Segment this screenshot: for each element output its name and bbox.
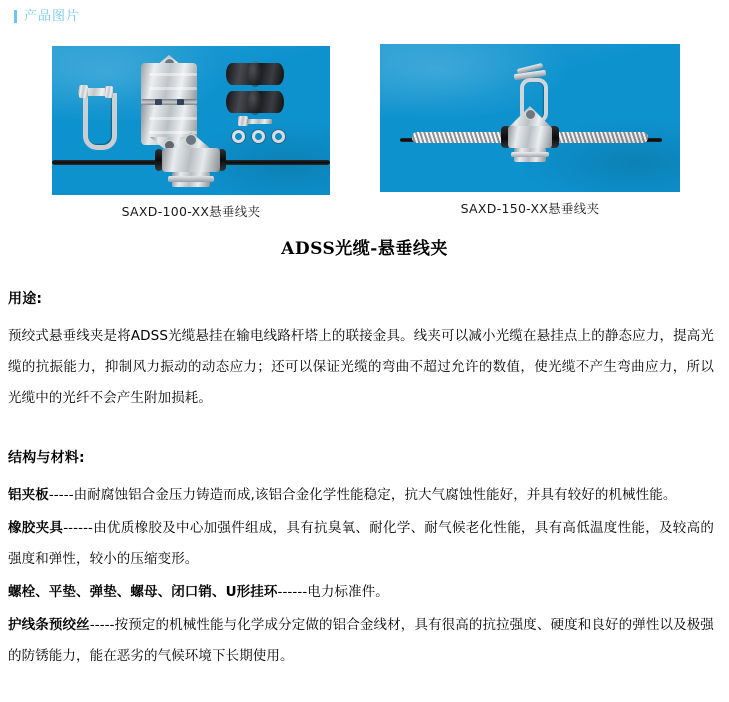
material-dash: ------	[63, 520, 94, 536]
clamp-ridge	[149, 117, 197, 120]
material-term: 橡胶夹具	[8, 520, 64, 536]
spacer	[8, 313, 714, 321]
shackle-head	[79, 85, 88, 98]
vertical-bar-icon	[14, 10, 17, 23]
rubber-insert	[226, 91, 284, 113]
material-item	[8, 513, 714, 575]
assembly-body	[162, 148, 220, 172]
material-desc: 由耐腐蚀铝合金压力铸造而成,该铝合金化学性能稳定，抗大气腐蚀性能好，并具有较好的机械性能。	[73, 487, 677, 503]
assembled-suspension-clamp	[498, 106, 562, 164]
product-photo-2	[380, 44, 680, 192]
material-term: 螺栓、平垫、弹垫、螺母、闭口销、U形挂环	[8, 584, 278, 600]
assembly-bolt	[168, 176, 214, 182]
material-dash: ------	[277, 584, 308, 600]
shackle-bow	[83, 93, 117, 150]
clamp-ridge	[149, 73, 197, 76]
figure-2-caption: SAXD-150-XX悬垂线夹	[460, 201, 600, 216]
bolt-part	[238, 116, 272, 126]
washer-part	[272, 130, 285, 143]
section-header	[0, 0, 729, 32]
assembly-eye	[185, 134, 197, 146]
rubber-insert	[226, 63, 284, 85]
material-desc: 电力标准件。	[307, 584, 389, 600]
clamp-body	[508, 126, 552, 148]
clamp-upper-half	[141, 63, 197, 103]
hanger-link-assembly	[512, 64, 548, 112]
material-item	[8, 577, 714, 608]
u-shackle-part	[78, 79, 112, 149]
material-item	[8, 480, 714, 511]
usage-section	[8, 285, 714, 414]
structure-materials-heading: 结构与材料:	[8, 450, 85, 466]
spacer	[8, 472, 714, 480]
usage-paragraph: 预绞式悬垂线夹是将ADSS光缆悬挂在输电线路杆塔上的联接金具。线夹可以减小光缆在悬挂点上的静态应力，提高光缆的抗振能力，抑制风力振动的动态应力；还可以保证光缆的弯曲不超过允许的数值，使光缆不产生弯曲应力，所以光缆中的光纤不会产生附加损耗。	[8, 328, 714, 406]
product-title: ADSS光缆-悬垂线夹	[281, 239, 448, 259]
structure-materials-section	[8, 444, 714, 672]
washer-part	[232, 130, 245, 143]
material-item	[8, 610, 714, 672]
product-image-gallery	[0, 40, 729, 230]
material-term: 铝夹板	[8, 487, 49, 503]
product-figure-2	[380, 44, 680, 217]
product-figure-1	[52, 46, 330, 220]
section-header-title: 产品图片	[24, 8, 81, 24]
product-description	[8, 285, 714, 672]
figure-1-caption: SAXD-100-XX悬垂线夹	[121, 204, 261, 219]
washer-part	[252, 130, 265, 143]
product-photo-1	[52, 46, 330, 195]
shackle-nut	[105, 86, 113, 98]
spacer	[8, 414, 714, 444]
assembled-suspension-clamp	[156, 132, 226, 194]
bolt-shaft	[247, 119, 272, 124]
material-desc: 由优质橡胶及中心加强件组成，具有抗臭氧、耐化学、耐气候老化性能，具有高低温度性能，及较高的强度和弹性，较小的压缩变形。	[8, 520, 714, 567]
clamp-bolt	[511, 152, 549, 157]
material-dash: -----	[89, 617, 115, 633]
material-dash: -----	[48, 487, 74, 503]
material-desc: 按预定的机械性能与化学成分定做的铝合金线材，具有很高的抗拉强度、硬度和良好的弹性以及极强的防锈能力，能在恶劣的气候环境下长期使用。	[8, 617, 714, 664]
usage-heading: 用途:	[8, 291, 43, 307]
clamp-eye	[525, 109, 536, 120]
material-term: 护线条预绞丝	[8, 617, 90, 633]
clamp-ridge	[149, 87, 197, 90]
